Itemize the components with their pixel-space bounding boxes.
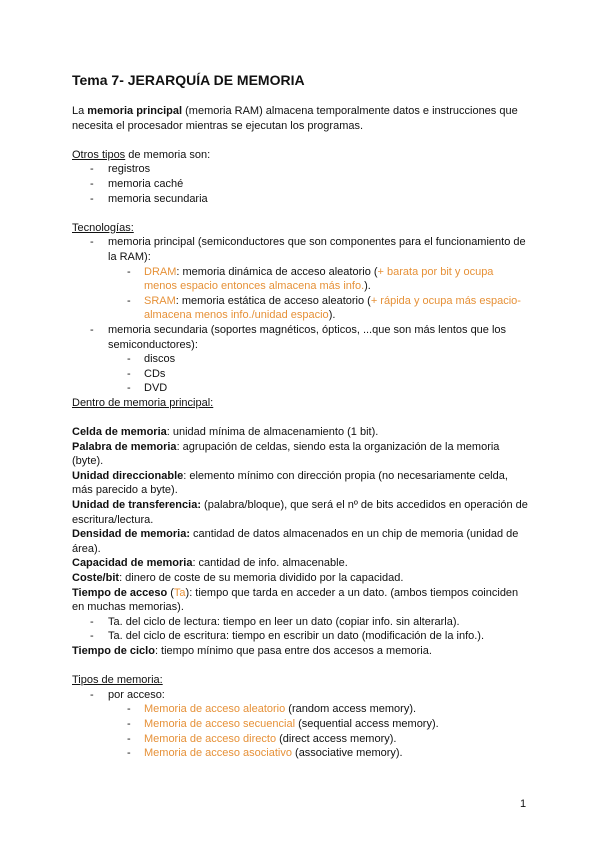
list-item: - Memoria de acceso secuencial (sequential access memory). [127,717,439,730]
list-item: - Memoria de acceso aleatorio (random access memory). [127,703,417,716]
list-item-sram: - SRAM: memoria estática de acceso aleatorio (+ rápida y ocupa más espacio-almacena menos info./unidad espacio). [127,294,521,322]
list-item: - Ta. del ciclo de lectura: tiempo en leer un dato (copiar info. sin alterarla). [90,615,460,628]
definition: Unidad de transferencia: (palabra/bloque), que será el nº de bits accedidos en operación de escritura/lectura. [72,499,528,526]
definition: Coste/bit: dinero de coste de su memoria dividido por la capacidad. [72,572,404,584]
definition-tiempo-acceso: Tiempo de acceso (Ta): tiempo que tarda en acceder a un dato. (ambos tiempos coinciden en muchas memorias). [72,586,519,614]
page-number: 1 [520,798,527,810]
document-body [72,104,528,761]
list-item: - memoria secundaria [90,192,208,205]
list-item-dram: - DRAM: memoria dinámica de acceso aleatorio (+ barata por bit y ocupa menos espacio entonces almacena más info.). [127,265,494,293]
page-title: Tema 7- JERARQUÍA DE MEMORIA [72,72,305,88]
list-item: - Ta. del ciclo de escritura: tiempo en escribir un dato (modificación de la info.). [90,630,485,643]
definition: Capacidad de memoria: cantidad de info. almacenable. [72,557,348,570]
list-item-por-acceso: - por acceso: [90,688,165,701]
list-item-memoria-secundaria: - memoria secundaria (soportes magnéticos, ópticos, ...que son más lentos que los semiconductores): [90,323,507,351]
otros-tipos-rest: de memoria son: [125,148,211,161]
definition: Densidad de memoria: cantidad de datos almacenados en un chip de memoria (unidad de área). [72,528,519,555]
list-item: - Memoria de acceso directo (direct access memory). [127,732,397,745]
intro-post: (memoria RAM) almacena temporalmente datos e instrucciones que necesita el procesador mientras se ejecutan los programas. [72,105,518,132]
intro-paragraph [72,104,528,133]
tecnologias-heading: Tecnologías: [72,221,134,234]
dentro-heading: Dentro de memoria principal: [72,396,214,409]
definition: Celda de memoria: unidad mínima de almacenamiento (1 bit). [72,426,379,439]
otros-tipos-link-text: Otros tipos [72,148,126,161]
intro-bold-term: memoria principal [87,105,183,117]
list-item: - memoria caché [90,177,184,190]
list-item: - Memoria de acceso asociativo (associative memory). [127,747,403,760]
intro-pre: La [72,105,88,117]
definition: Unidad direccionable: elemento mínimo con dirección propia (no necesariamente celda, más parecido a byte). [72,469,508,497]
list-item: - CDs [127,367,166,380]
list-item-memoria-principal: - memoria principal (semiconductores que son componentes para el funcionamiento de la RAM): [90,236,526,263]
otros-tipos-heading [72,148,528,163]
definition-tiempo-ciclo: Tiempo de ciclo: tiempo mínimo que pasa entre dos accesos a memoria. [72,644,432,657]
list-item: - DVD [127,382,168,395]
list-item: - registros [90,163,151,176]
tipos-heading: Tipos de memoria: [72,674,163,687]
list-item: - discos [127,353,176,366]
definition: Palabra de memoria: agrupación de celdas, siendo esta la organización de la memoria (byte). [72,440,500,468]
